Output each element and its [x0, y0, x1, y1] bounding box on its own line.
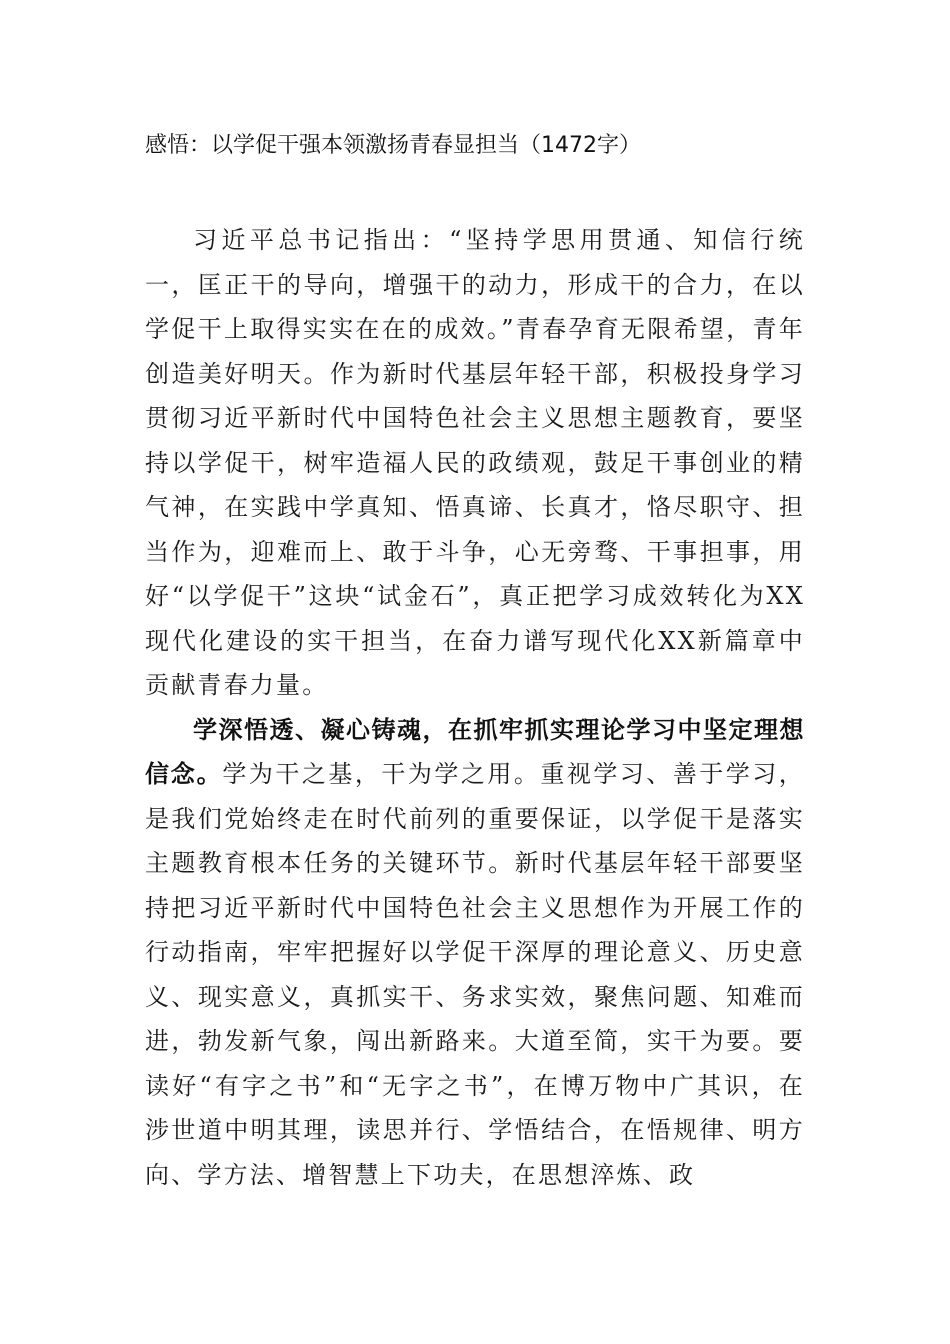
- paragraph-lead-heading: 学深悟透、凝心铸魂，在抓牢抓实理论学习中坚定理想信念。: [145, 715, 805, 788]
- paragraph-text: 习近平总书记指出：“坚持学思用贯通、知信行统一，匡正干的导向，增强干的动力，形成干的合力，在以学促干上取得实实在在的成效。”青春孕育无限希望，青年创造美好明天。作为新时代基层年轻干部，积极投身学习贯彻习近平新时代中国特色社会主义思想主题教育，要坚持以学促干，树牢造福人民的政绩观，鼓足干事创业的精气神，在实践中学真知、悟真谛、长真才，恪尽职守、担当作为，迎难而上、敢于斗争，心无旁骛、干事担事，用好“以学促干”这块“试金石”，真正把学习成效转化为XX现代化建设的实干担当，在奋力谱写现代化XX新篇章中贡献青春力量。: [145, 226, 805, 699]
- paragraph-intro: [145, 218, 805, 708]
- document-body: [145, 218, 805, 1197]
- paragraph-theory-study: [145, 708, 805, 1198]
- document-title: 感悟：以学促干强本领激扬青春显担当（1472字）: [145, 133, 641, 158]
- paragraph-text: 学为干之基，干为学之用。重视学习、善于学习，是我们党始终走在时代前列的重要保证，以学促干是落实主题教育根本任务的关键环节。新时代基层年轻干部要坚持把习近平新时代中国特色社会主义思想作为开展工作的行动指南，牢牢把握好以学促干深厚的理论意义、历史意义、现实意义，真抓实干、务求实效，聚焦问题、知难而进，勃发新气象，闯出新路来。大道至简，实干为要。要读好“有字之书”和“无字之书”，在博万物中广其识，在涉世道中明其理，读思并行、学悟结合，在悟规律、明方向、学方法、增智慧上下功夫，在思想淬炼、政: [145, 760, 805, 1189]
